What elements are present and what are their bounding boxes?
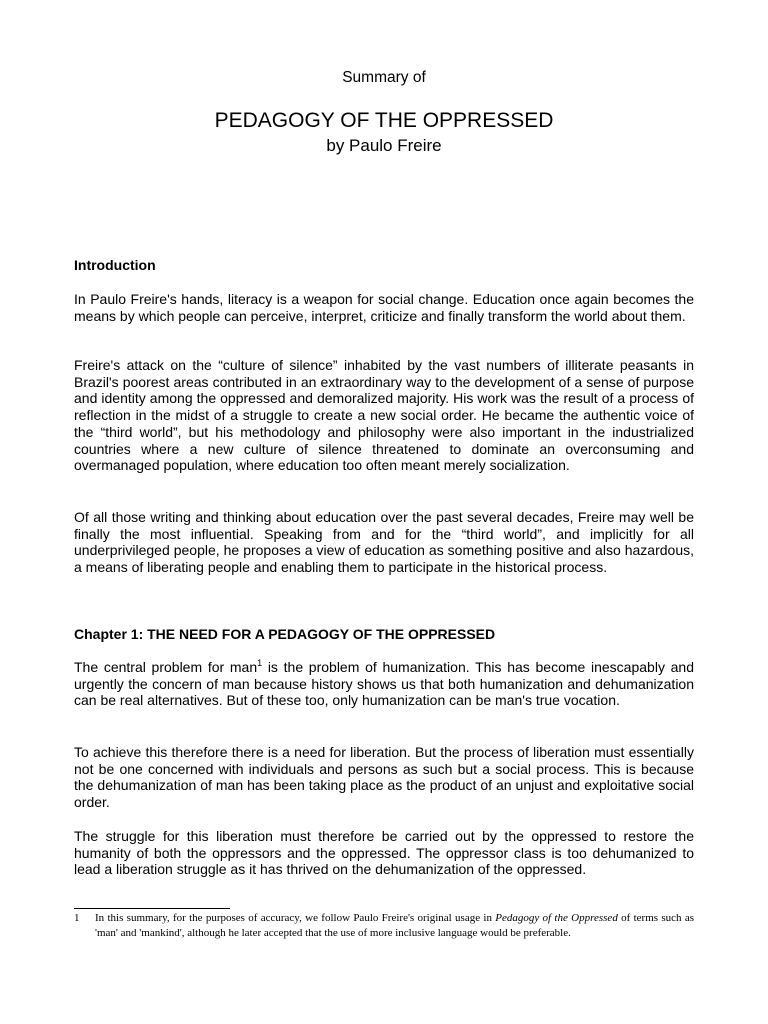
footnote	[74, 911, 694, 941]
chapter-1-heading: Chapter 1: THE NEED FOR A PEDAGOGY OF THE OPPRESSED	[74, 626, 496, 642]
summary-of-label: Summary of	[342, 69, 426, 86]
footnote-text	[95, 911, 694, 941]
chapter-1-paragraph-1	[74, 659, 694, 709]
chapter-1-paragraph-1-rest: is the problem of humanization. This has become inescapably and urgently the concern of man because history shows us that both humanization and dehumanization can be real alternatives. But of these too, only humanization can be man's true vocation.	[74, 659, 694, 709]
intro-paragraph-1: In Paulo Freire's hands, literacy is a weapon for social change. Education once again becomes the means by which people can perceive, interpret, criticize and finally transform the world about them.	[74, 291, 694, 324]
intro-paragraph-3: Of all those writing and thinking about education over the past several decades, Freire may well be finally the most influential. Speaking from and for the “third world”, and implicitly for all underprivileged people, he proposes a view of education as something positive and also hazardous, a means of liberating people and enabling them to participate in the historical process.	[74, 509, 694, 576]
intro-paragraph-2: Freire's attack on the “culture of silence” inhabited by the vast numbers of illiterate peasants in Brazil's poorest areas contributed in an extraordinary way to the development of a sense of purpose and identity among the oppressed and demoralized majority. His work was the result of a process of reflection in the midst of a struggle to create a new social order. He became the authentic voice of the “third world”, but his methodology and philosophy were also important in the industrialized countries where a new culture of silence threatened to dominate an overconsuming and overmanaged population, where education too often meant merely socialization.	[74, 357, 694, 474]
chapter-1-paragraph-3: The struggle for this liberation must therefore be carried out by the oppressed to restore the humanity of both the oppressors and the oppressed. The oppressor class is too dehumanized to lead a liberation struggle as it has thrived on the dehumanization of the oppressed.	[74, 828, 694, 878]
footnote-text-end: of terms such as 'man' and 'mankind', although he later accepted that the use of more inclusive language would be preferable.	[95, 912, 694, 939]
footnote-book-title: Pedagogy of the Oppressed	[495, 912, 618, 924]
footnote-reference: 1	[257, 658, 263, 668]
document-title: PEDAGOGY OF THE OPPRESSED	[214, 109, 554, 132]
chapter-1-paragraph-1-start: The central problem for man	[74, 659, 258, 675]
author-byline: by Paulo Freire	[326, 136, 442, 155]
chapter-1-paragraph-2: To achieve this therefore there is a need for liberation. But the process of liberation must essentially not be one concerned with individuals and persons as such but a social process. This is because the dehumanization of man has been taking place as the product of an unjust and exploitative social order.	[74, 744, 694, 811]
footnote-text-start: In this summary, for the purposes of accuracy, we follow Paulo Freire's original usage in	[95, 912, 496, 924]
introduction-heading: Introduction	[74, 257, 156, 273]
footnote-number: 1	[74, 912, 80, 924]
footnote-divider	[74, 908, 230, 909]
